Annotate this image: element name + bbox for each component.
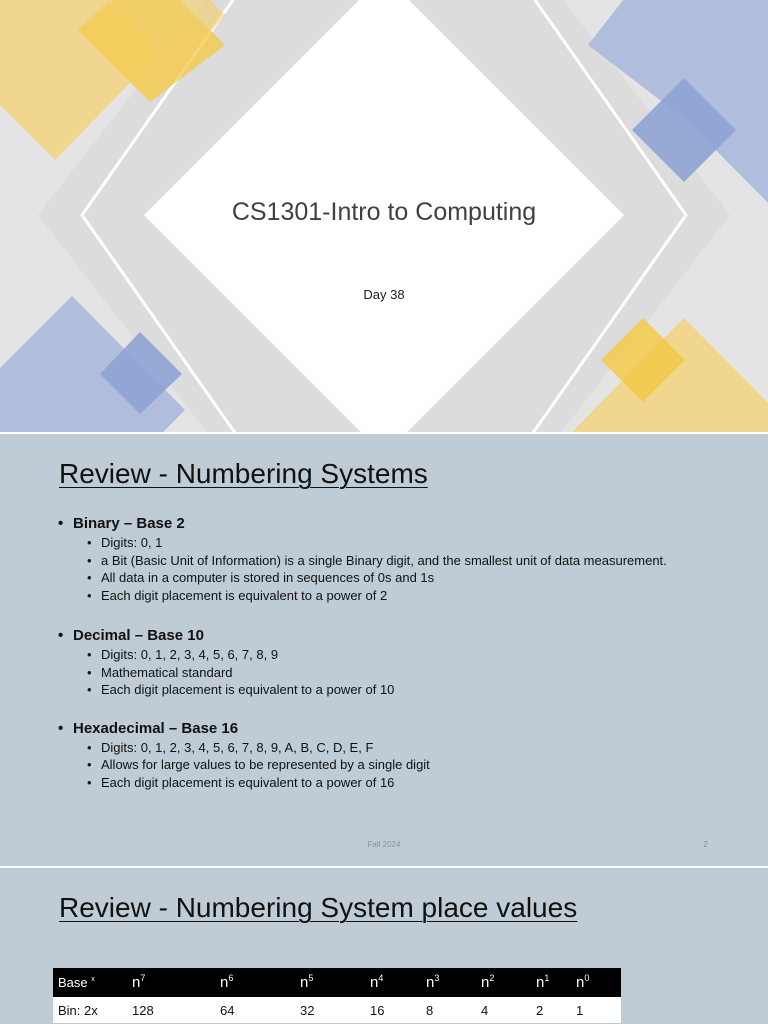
place-value-table (53, 968, 621, 1023)
section-list (58, 514, 698, 811)
header-cell: $n^4$ (365, 968, 421, 997)
bullet-item: • All data in a computer is stored in sequences of 0s and 1s (101, 569, 698, 587)
bullet-item: • Mathematical standard (101, 664, 698, 682)
header-cell: $n^3$ (421, 968, 476, 997)
bullet-item: • Digits: 0, 1, 2, 3, 4, 5, 6, 7, 8, 9, A, B, C, D, E, F (101, 739, 698, 757)
table-cell: 4 (476, 997, 531, 1023)
section-hexadecimal (58, 719, 698, 792)
bullet-item: • Digits: 0, 1 (101, 534, 698, 552)
bullet-item: • Each digit placement is equivalent to a power of 16 (101, 774, 698, 792)
section-title: • Hexadecimal – Base 16 (58, 719, 698, 739)
place-values-slide (0, 868, 768, 1024)
header-cell: $n^6$ (215, 968, 295, 997)
table-cell: 2 (531, 997, 571, 1023)
bullet-list (58, 534, 698, 604)
slide-footer: Fall 2024 (367, 840, 401, 849)
bullet-item: • Digits: 0, 1, 2, 3, 4, 5, 6, 7, 8, 9 (101, 646, 698, 664)
slide-page-number: 2 (703, 840, 708, 849)
title-slide (0, 0, 768, 432)
table-cell: 1 (571, 997, 621, 1023)
bullet-list (58, 739, 698, 792)
table-cell: 32 (295, 997, 365, 1023)
header-cell: $n^2$ (476, 968, 531, 997)
header-cell: $n^5$ (295, 968, 365, 997)
section-binary (58, 514, 698, 604)
numbering-systems-slide (0, 434, 768, 866)
bullet-item: • Allows for large values to be represented by a single digit (101, 756, 698, 774)
header-cell: $n^0$ (571, 968, 621, 997)
slide-heading: Review - Numbering Systems (59, 458, 428, 489)
table-cell: 64 (215, 997, 295, 1023)
bullet-list (58, 646, 698, 699)
table-row (53, 997, 621, 1023)
slide-heading: Review - Numbering System place values (59, 892, 578, 923)
table-cell: 16 (365, 997, 421, 1023)
table-cell: 8 (421, 997, 476, 1023)
bullet-item: • Each digit placement is equivalent to a power of 10 (101, 681, 698, 699)
table-cell: 128 (127, 997, 215, 1023)
presentation-subtitle: Day 38 (363, 287, 405, 302)
header-cell: $n^7$ (127, 968, 215, 997)
header-cell: $n^1$ (531, 968, 571, 997)
section-title: • Binary – Base 2 (58, 514, 698, 534)
bullet-item: • Each digit placement is equivalent to a power of 2 (101, 587, 698, 605)
bullet-item: • a Bit (Basic Unit of Information) is a single Binary digit, and the smallest unit of data measurement. (101, 552, 698, 570)
header-cell: Base $^x$ (53, 968, 127, 997)
row-label: Bin: 2x (53, 997, 127, 1023)
table-header-row (53, 968, 621, 997)
section-title: • Decimal – Base 10 (58, 626, 698, 646)
presentation-title: CS1301-Intro to Computing (231, 198, 537, 226)
section-decimal (58, 626, 698, 699)
